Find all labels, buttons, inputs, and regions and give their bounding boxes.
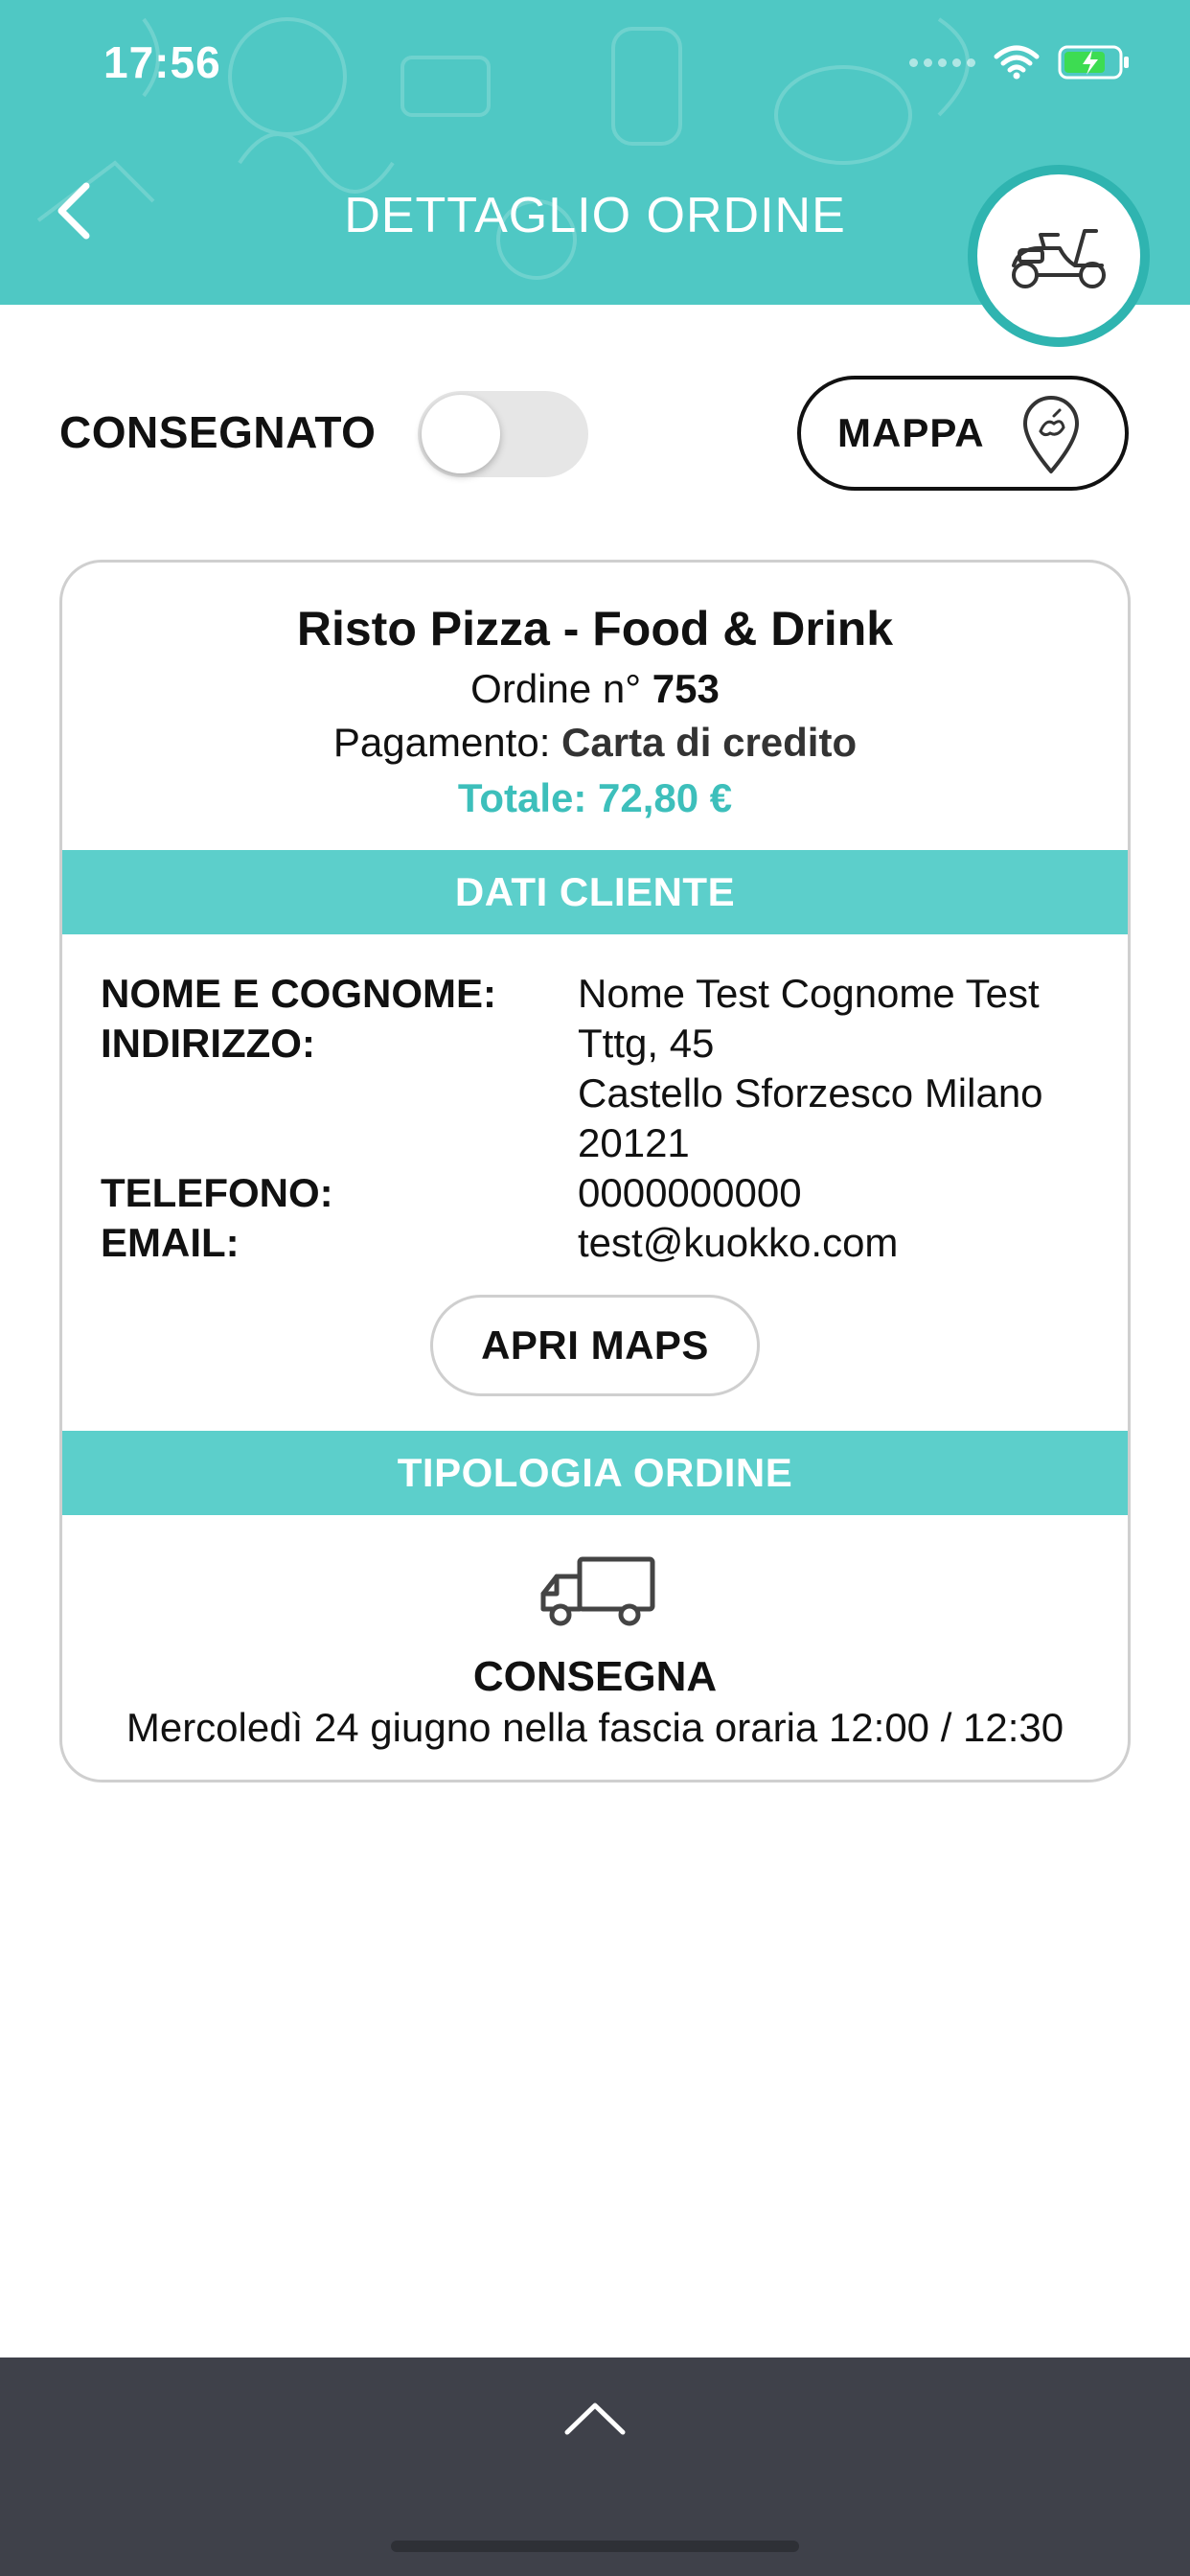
- order-number-prefix: Ordine n°: [470, 666, 652, 711]
- address-value: [578, 1019, 1097, 1168]
- home-indicator: [391, 2541, 799, 2552]
- order-card: [59, 560, 1131, 1782]
- chevron-up-icon[interactable]: [561, 2396, 629, 2438]
- info-row-name: [101, 969, 1097, 1019]
- payment-line: [62, 720, 1128, 766]
- wifi-icon: [993, 45, 1041, 80]
- email-value: test@kuokko.com: [578, 1220, 899, 1265]
- order-total: Totale: 72,80 €: [457, 775, 733, 820]
- phone-value: 0000000000: [578, 1170, 802, 1215]
- restaurant-name: Risto Pizza - Food & Drink: [296, 602, 894, 656]
- info-row-address: [101, 1019, 1097, 1168]
- customer-section-header: DATI CLIENTE: [62, 850, 1128, 934]
- address-label: INDIRIZZO:: [101, 1021, 315, 1066]
- name-label: NOME E COGNOME:: [101, 971, 497, 1016]
- customer-info: [101, 969, 1097, 1268]
- toggle-knob: [422, 395, 500, 473]
- status-time: 17:56: [103, 37, 221, 87]
- open-maps-button[interactable]: APRI MAPS: [430, 1295, 760, 1396]
- order-number: 753: [652, 666, 720, 711]
- info-row-email: [101, 1218, 1097, 1268]
- map-pin-icon: [1019, 395, 1083, 475]
- page-title: DETTAGLIO ORDINE: [344, 188, 846, 243]
- delivery-truck-icon: [538, 1555, 656, 1628]
- map-button[interactable]: [797, 376, 1129, 491]
- map-button-label: MAPPA: [837, 410, 985, 455]
- name-value: Nome Test Cognome Test: [578, 971, 1040, 1016]
- scooter-icon: [1006, 218, 1111, 294]
- address-line-1: Tttg, 45: [578, 1021, 715, 1066]
- status-icons: [909, 44, 1131, 80]
- address-line-2: Castello Sforzesco Milano: [578, 1070, 1043, 1116]
- payment-method: Carta di credito: [561, 720, 858, 765]
- delivery-slot: Mercoledì 24 giugno nella fascia oraria 12:00 / 12:30: [126, 1705, 1064, 1750]
- address-line-3: 20121: [578, 1120, 690, 1165]
- email-label: EMAIL:: [101, 1220, 240, 1265]
- order-type-section-header: TIPOLOGIA ORDINE: [62, 1431, 1128, 1515]
- signal-icon: [909, 58, 975, 67]
- payment-prefix: Pagamento:: [332, 720, 562, 765]
- order-number-line: [62, 666, 1128, 712]
- delivery-type: CONSEGNA: [472, 1653, 718, 1700]
- phone-label: TELEFONO:: [101, 1170, 333, 1215]
- battery-icon: [1058, 44, 1131, 80]
- info-row-phone: [101, 1168, 1097, 1218]
- delivered-label: CONSEGNATO: [59, 407, 377, 457]
- scooter-badge: [977, 174, 1140, 337]
- delivered-toggle[interactable]: [418, 391, 588, 477]
